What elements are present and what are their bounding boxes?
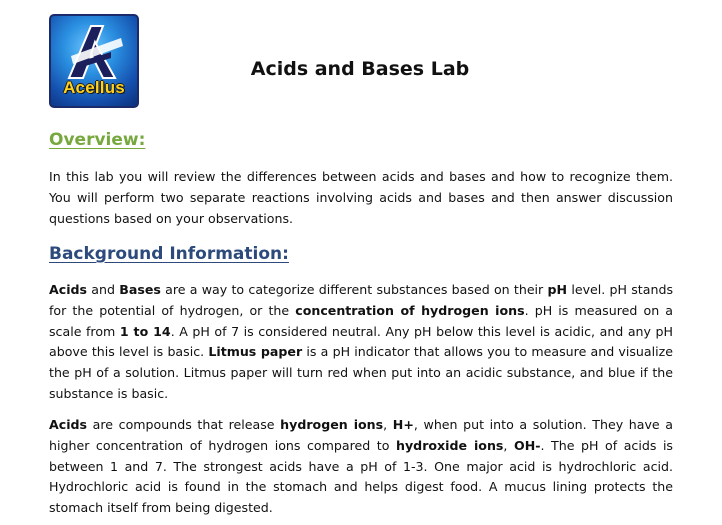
text-run: level. pH stands for the potential of hydrogen, or the bbox=[49, 282, 674, 318]
term-acids: Acids bbox=[49, 417, 88, 432]
term-h-plus: H+ bbox=[392, 417, 414, 432]
term-litmus-paper: Litmus paper bbox=[208, 344, 303, 360]
term-bases: Bases bbox=[119, 282, 161, 297]
background-heading: Background Information: bbox=[49, 244, 289, 264]
text-run: . A pH of 7 is considered neutral. Any pH below this level is acidic, and any pH above this level is basic. bbox=[49, 323, 674, 360]
text-run: . The pH of acids is between 1 and 7. The strongest acids have a pH of 1-3. One major acid is hydrochloric acid. Hydrochloric acid is found in the stomach and helps digest food. A mucus lining protects the stomach itself from being digested. bbox=[49, 437, 673, 516]
background-paragraph-1 bbox=[49, 280, 673, 405]
overview-heading: Overview: bbox=[49, 130, 146, 150]
text-run: and bbox=[87, 282, 120, 297]
acellus-logo bbox=[49, 14, 139, 108]
text-run: are a way to categorize different substances based on their bbox=[160, 282, 548, 297]
page-title: Acids and Bases Lab bbox=[250, 58, 470, 80]
text-run: is a pH indicator that allows you to measure and visualize the pH of a solution. Litmus paper will turn red when put into an acidic substance, and blue if the substance is basic. bbox=[49, 344, 673, 401]
text-run: , bbox=[383, 417, 393, 432]
term-hydroxide-ions: hydroxide ions bbox=[396, 437, 504, 453]
term-hydrogen-ions: hydrogen ions bbox=[280, 417, 384, 432]
term-acids: Acids bbox=[49, 282, 88, 297]
term-concentration: concentration of hydrogen ions bbox=[295, 302, 525, 318]
background-paragraph-2 bbox=[49, 415, 673, 519]
text-run: , bbox=[503, 437, 514, 453]
logo-wordmark: Acellus bbox=[63, 78, 125, 97]
term-ph: pH bbox=[547, 282, 568, 297]
overview-paragraph: In this lab you will review the differences between acids and bases and how to recognize them. You will perform two separate reactions involving acids and bases and then answer discussion questions based on your observations. bbox=[49, 169, 673, 226]
text-run: . pH is measured on a scale from bbox=[49, 302, 673, 339]
term-scale: 1 to 14 bbox=[119, 323, 171, 339]
text-run: , when put into a solution. They have a higher concentration of hydrogen ions compared to bbox=[49, 417, 674, 453]
text-run: are compounds that release bbox=[87, 417, 281, 432]
term-oh-minus: OH- bbox=[513, 437, 541, 453]
